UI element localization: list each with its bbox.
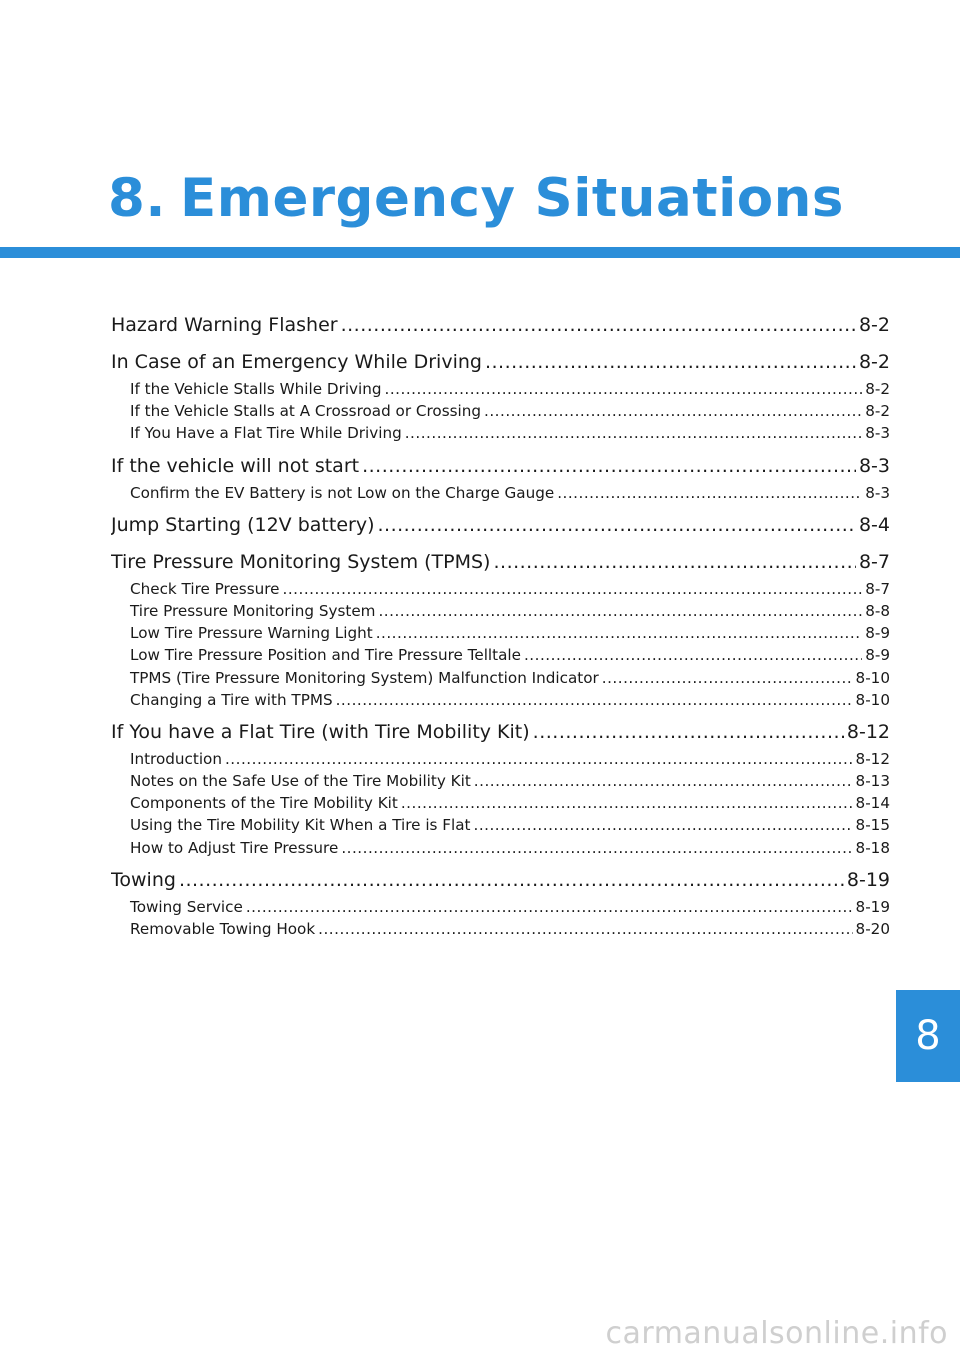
chapter-tab-label: 8	[915, 1013, 941, 1059]
toc-dot-leader	[493, 547, 855, 578]
toc-section-entry[interactable]	[111, 865, 890, 896]
toc-entry-page: 8-3	[865, 483, 890, 502]
toc-dot-leader	[557, 482, 862, 504]
toc-entry-page: 8-15	[855, 816, 890, 835]
chapter-tab[interactable]	[896, 990, 960, 1082]
toc-entry-page: 8-3	[865, 424, 890, 443]
toc-dot-leader	[524, 644, 862, 666]
toc-entry-page: 8-2	[865, 380, 890, 398]
toc-subsection-entry[interactable]	[111, 482, 890, 504]
toc-subsection-entry[interactable]	[111, 667, 890, 689]
toc-entry-page: 8-18	[855, 838, 890, 857]
toc-entry-label: If the vehicle will not start	[111, 454, 360, 477]
toc-entry-page: 8-2	[865, 402, 890, 421]
toc-entry-page: 8-9	[865, 646, 890, 665]
toc-entry-page: 8-3	[858, 454, 890, 477]
toc-entry-label: Components of the Tire Mobility Kit	[130, 794, 398, 813]
toc-section-entry[interactable]	[111, 310, 890, 341]
toc-subsection-entry[interactable]	[111, 622, 890, 644]
toc-dot-leader	[474, 814, 853, 836]
toc-dot-leader	[179, 865, 844, 896]
toc-entry-page: 8-19	[855, 897, 890, 916]
toc-entry-label: TPMS (Tire Pressure Monitoring System) Malfunction Indicator	[130, 668, 599, 687]
title-rule	[0, 247, 960, 258]
toc-subsection-entry[interactable]	[111, 689, 890, 711]
toc-section-entry[interactable]	[111, 547, 890, 578]
toc-subsection-entry[interactable]	[111, 792, 890, 814]
toc-subsection-entry[interactable]	[111, 814, 890, 836]
toc-entry-label: Introduction	[130, 749, 222, 768]
chapter-number: 8.	[108, 168, 167, 229]
toc-dot-leader	[405, 422, 862, 444]
toc-dot-leader	[385, 378, 863, 400]
toc-section-entry[interactable]	[111, 717, 890, 748]
toc-entry-label: Tire Pressure Monitoring System (TPMS)	[111, 550, 491, 573]
toc-entry-label: Removable Towing Hook	[130, 920, 316, 938]
toc-entry-page: 8-10	[855, 690, 890, 709]
toc-subsection-entry[interactable]	[111, 644, 890, 666]
toc-entry-label: If the Vehicle Stalls at A Crossroad or Crossing	[130, 402, 482, 421]
toc-entry-page: 8-9	[865, 624, 890, 643]
toc-dot-leader	[283, 578, 863, 600]
toc-entry-label: Low Tire Pressure Warning Light	[130, 624, 373, 643]
toc-entry-label: If the Vehicle Stalls While Driving	[130, 380, 382, 398]
toc-entry-page: 8-7	[858, 550, 890, 573]
toc-entry-page: 8-2	[858, 351, 890, 373]
toc-entry-label: Jump Starting (12V battery)	[111, 513, 375, 536]
toc-dot-leader	[225, 748, 853, 770]
toc-dot-leader	[602, 667, 853, 689]
toc-subsection-entry[interactable]	[111, 770, 890, 792]
toc-dot-leader	[474, 770, 853, 792]
toc-entry-label: Hazard Warning Flasher	[111, 314, 338, 336]
toc-entry-page: 8-2	[858, 314, 890, 336]
toc-subsection-entry[interactable]	[111, 600, 890, 622]
toc-entry-label: How to Adjust Tire Pressure	[130, 838, 339, 857]
toc-dot-leader	[378, 600, 862, 622]
toc-entry-label: If You Have a Flat Tire While Driving	[130, 424, 402, 443]
toc-dot-leader	[484, 400, 862, 422]
toc-entry-label: Tire Pressure Monitoring System	[130, 601, 376, 620]
toc-entry-label: Check Tire Pressure	[130, 579, 280, 598]
toc-entry-page: 8-12	[855, 749, 890, 768]
toc-section-entry[interactable]	[111, 347, 890, 378]
toc-entry-label: Low Tire Pressure Position and Tire Pressure Telltale	[130, 646, 521, 665]
toc-entry-label: Changing a Tire with TPMS	[130, 690, 333, 709]
toc-subsection-entry[interactable]	[111, 378, 890, 400]
toc-subsection-entry[interactable]	[111, 422, 890, 444]
toc-entry-page: 8-7	[865, 579, 890, 598]
table-of-contents	[111, 310, 890, 940]
chapter-title	[108, 168, 844, 229]
toc-entry-page: 8-8	[865, 601, 890, 620]
toc-subsection-entry[interactable]	[111, 400, 890, 422]
toc-dot-leader	[318, 918, 852, 940]
toc-dot-leader	[533, 717, 844, 748]
toc-entry-page: 8-14	[855, 794, 890, 813]
toc-subsection-entry[interactable]	[111, 896, 890, 918]
toc-entry-page: 8-4	[858, 513, 890, 536]
toc-dot-leader	[485, 347, 856, 378]
toc-dot-leader	[362, 451, 856, 482]
toc-entry-page: 8-20	[855, 920, 890, 938]
toc-entry-page: 8-19	[846, 868, 890, 891]
toc-entry-label: Towing Service	[130, 897, 243, 916]
toc-entry-label: Towing	[111, 868, 176, 891]
toc-dot-leader	[336, 689, 853, 711]
toc-dot-leader	[401, 792, 853, 814]
toc-entry-label: Confirm the EV Battery is not Low on the Charge Gauge	[130, 483, 555, 502]
toc-dot-leader	[246, 896, 853, 918]
toc-dot-leader	[341, 837, 852, 859]
toc-entry-label: If You have a Flat Tire (with Tire Mobility Kit)	[111, 720, 530, 743]
toc-dot-leader	[377, 510, 855, 541]
toc-subsection-entry[interactable]	[111, 837, 890, 859]
chapter-title-text: Emergency Situations	[180, 168, 844, 229]
toc-dot-leader	[341, 310, 856, 341]
toc-subsection-entry[interactable]	[111, 578, 890, 600]
toc-entry-label: In Case of an Emergency While Driving	[111, 351, 482, 373]
watermark: carmanualsonline.info	[605, 1316, 948, 1351]
toc-entry-page: 8-12	[846, 720, 890, 743]
toc-entry-label: Notes on the Safe Use of the Tire Mobility Kit	[130, 772, 471, 791]
toc-section-entry[interactable]	[111, 510, 890, 541]
toc-entry-page: 8-10	[855, 668, 890, 687]
toc-entry-label: Using the Tire Mobility Kit When a Tire is Flat	[130, 816, 471, 835]
toc-section-entry[interactable]	[111, 451, 890, 482]
toc-entry-page: 8-13	[855, 772, 890, 791]
toc-subsection-entry[interactable]	[111, 748, 890, 770]
toc-dot-leader	[376, 622, 862, 644]
toc-subsection-entry[interactable]	[111, 918, 890, 940]
